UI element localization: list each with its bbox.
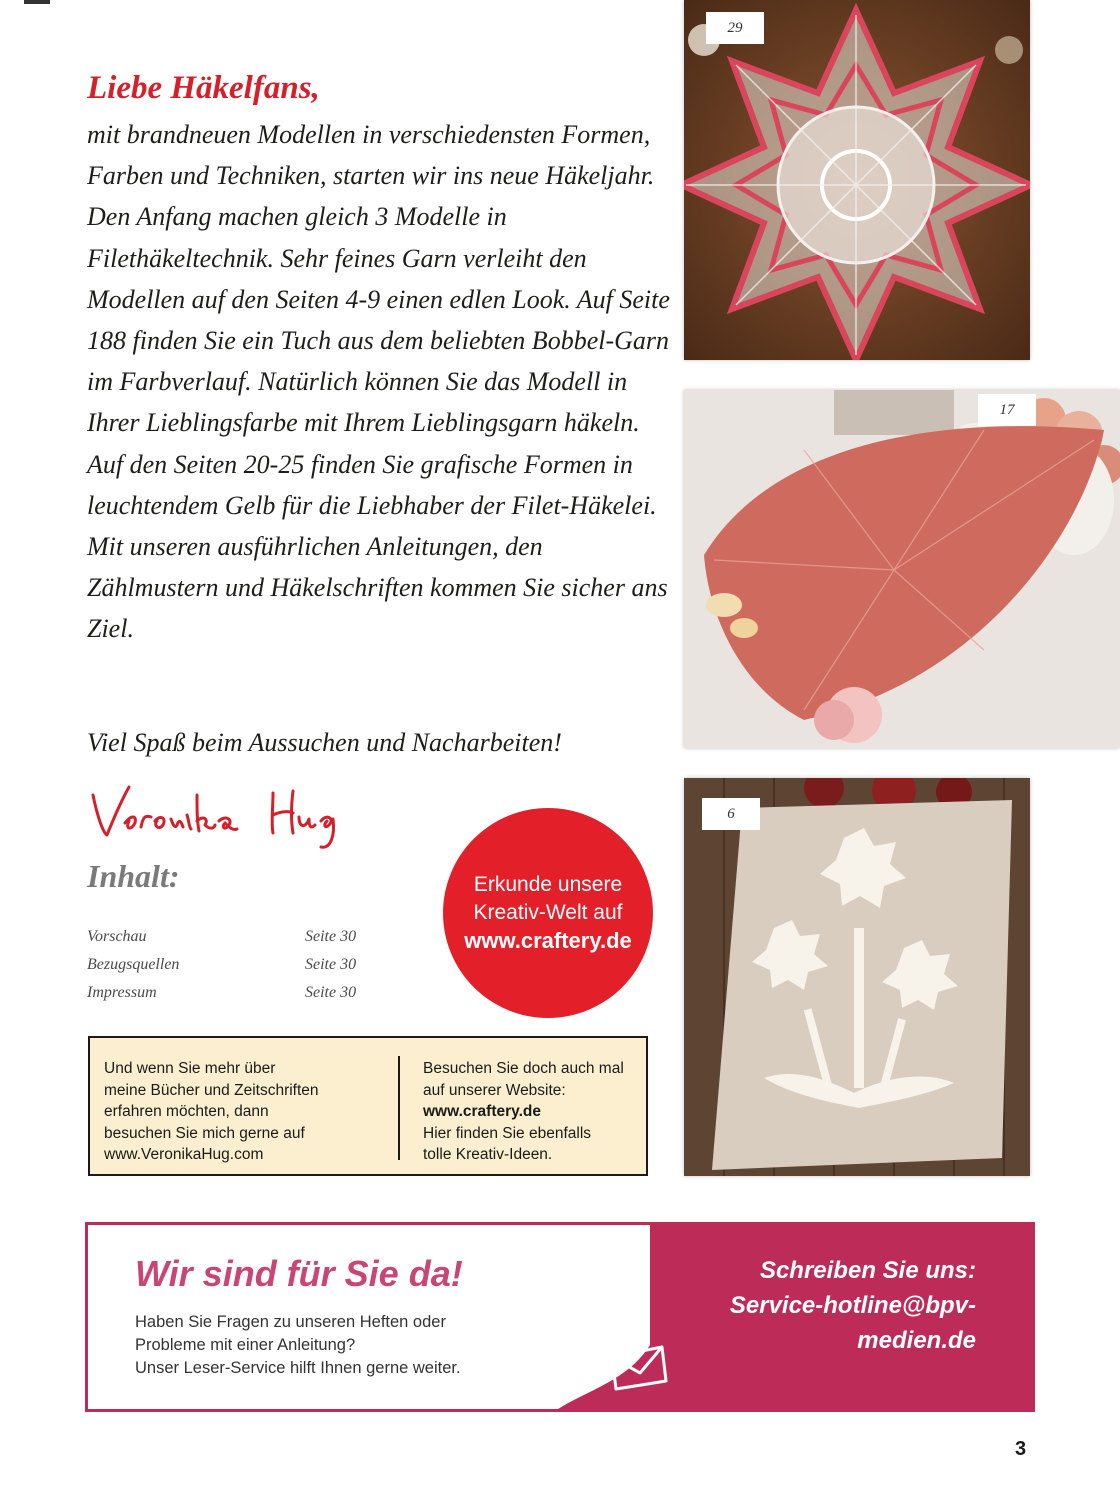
- oval-doily-image: [684, 390, 1120, 748]
- service-box: [85, 1222, 1035, 1412]
- info-box-right: [423, 1058, 638, 1166]
- corner-mark: [24, 0, 50, 4]
- service-email-line-1[interactable]: Service-hotline@bpv-: [729, 1292, 976, 1319]
- info-box-divider: [398, 1056, 400, 1160]
- service-email-line-2[interactable]: medien.de: [857, 1327, 976, 1354]
- page-number: 3: [1015, 1438, 1027, 1460]
- badge-line-1: Erkunde unsere: [473, 873, 623, 896]
- craftery-link[interactable]: www.craftery.de: [423, 1103, 542, 1120]
- info-left-line: meine Bücher und Zeitschriften: [104, 1081, 319, 1099]
- toc-page: Seite 30: [305, 984, 357, 1001]
- intro-paragraph: mit brandneuen Modellen in verschiedensten Formen, Farben und Techniken, starten wir ins neue Häkeljahr. Den Anfang machen gleich 3 Modelle in Filethäkeltechnik. Sehr feines Garn verleiht den Modellen auf den Seiten 4-9 einen edlen Look. Auf Seite 188 finden Sie ein Tuch aus dem beliebten Bobbel-Garn im Farbverlauf. Natürlich können Sie das Modell in Ihrer Lieblingsfarbe mit Ihrem Lieblingsgarn häkeln. Auf den Seiten 20-25 finden Sie grafische Formen in leuchtendem Gelb für die Liebhaber der Filet-Häkelei. Mit unseren ausführlichen Anleitungen, den Zählmustern und Häkelschriften kommen Sie sicher ans Ziel.: [87, 120, 670, 644]
- table-of-contents: [87, 928, 367, 1012]
- info-right-line: Hier finden Sie ebenfalls: [423, 1124, 592, 1142]
- daffodil-runner-image: [684, 778, 1030, 1176]
- toc-label: Bezugsquellen: [87, 956, 180, 973]
- badge-url-link[interactable]: www.craftery.de: [464, 928, 632, 953]
- photo-number-17: 17: [978, 394, 1036, 426]
- star-doily-image: [684, 0, 1030, 360]
- veronikahug-link[interactable]: www.VeronikaHug.com: [104, 1146, 264, 1163]
- toc-label: Impressum: [87, 984, 157, 1001]
- craftery-badge[interactable]: [443, 808, 653, 1018]
- info-right-line: auf unserer Website:: [423, 1081, 566, 1099]
- service-contact: [656, 1253, 976, 1358]
- photo-daffodil-runner: [684, 778, 1030, 1176]
- info-box-left: [104, 1058, 374, 1166]
- toc-row: [87, 984, 367, 1012]
- greeting-heading: Liebe Häkelfans,: [87, 70, 320, 106]
- info-left-line: erfahren möchten, dann: [104, 1103, 269, 1120]
- info-left-line: Und wenn Sie mehr über: [104, 1060, 276, 1077]
- info-right-line: Besuchen Sie doch auch mal: [423, 1060, 624, 1077]
- envelope-icon: [608, 1343, 668, 1391]
- photo-number-29: 29: [706, 12, 764, 44]
- info-left-line: besuchen Sie mich gerne auf: [104, 1124, 305, 1142]
- service-text-line: Probleme mit einer Anleitung?: [135, 1336, 356, 1354]
- toc-row: [87, 956, 367, 984]
- badge-line-2: Kreativ-Welt auf: [473, 901, 623, 924]
- toc-label: Vorschau: [87, 928, 147, 945]
- photo-star-doily: [684, 0, 1030, 360]
- service-title: Wir sind für Sie da!: [135, 1253, 463, 1294]
- service-text-line: Unser Leser-Service hilft Ihnen gerne weiter.: [135, 1359, 461, 1377]
- photo-number-6: 6: [702, 798, 760, 830]
- toc-row: [87, 928, 367, 956]
- sign-off: Viel Spaß beim Aussuchen und Nacharbeiten!: [87, 728, 562, 757]
- signature: [85, 775, 365, 855]
- service-text: [135, 1311, 555, 1380]
- service-text-line: Haben Sie Fragen zu unseren Heften oder: [135, 1313, 446, 1331]
- write-label: Schreiben Sie uns:: [759, 1257, 976, 1284]
- service-email-link[interactable]: [656, 1288, 976, 1358]
- contents-title: Inhalt:: [87, 858, 180, 894]
- info-right-line: tolle Kreativ-Ideen.: [423, 1146, 553, 1163]
- info-box: [88, 1036, 648, 1176]
- photo-oval-doily: [684, 390, 1120, 748]
- toc-page: Seite 30: [305, 928, 357, 945]
- toc-page: Seite 30: [305, 956, 357, 973]
